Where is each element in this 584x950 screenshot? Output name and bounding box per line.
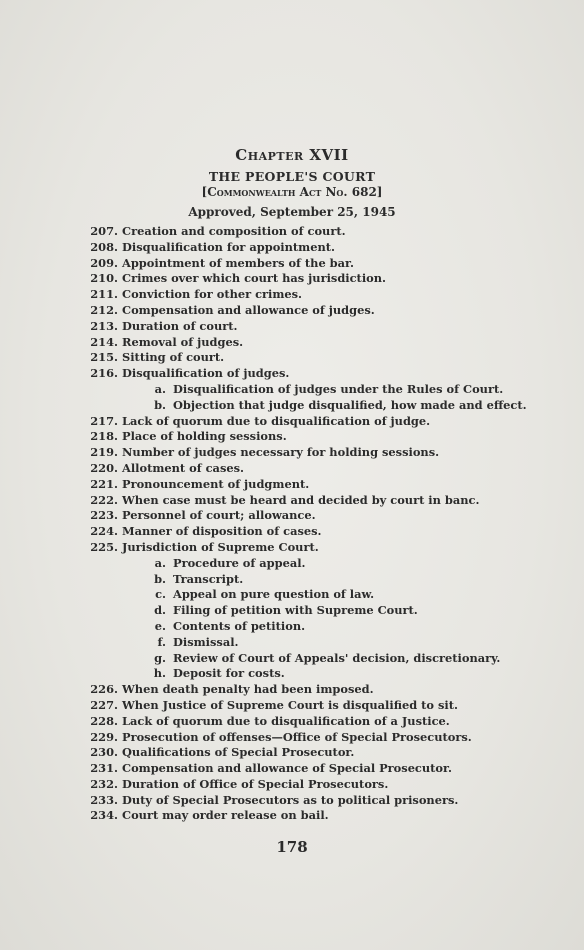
section-title: Disqualification of judges under the Rules of Court. [173, 381, 504, 396]
subsection-letter: a. [154, 381, 166, 396]
section-item [84, 477, 554, 493]
section-number: 224. [90, 524, 118, 539]
subsection-letter: a. [154, 555, 166, 570]
section-item [84, 745, 554, 761]
act-reference: [Commonwealth Act No. 682] [201, 185, 383, 199]
section-title: Conviction for other crimes. [122, 287, 303, 302]
section-title: When death penalty had been imposed. [122, 682, 374, 697]
section-title: Place of holding sessions. [122, 429, 287, 444]
section-list [84, 224, 554, 824]
section-title: Creation and composition of court. [122, 224, 346, 238]
section-number: 234. [90, 808, 118, 823]
section-item [84, 508, 554, 524]
section-number: 225. [90, 539, 118, 554]
chapter-title: THE PEOPLE'S COURT [208, 169, 376, 184]
section-number: 216. [90, 366, 118, 381]
section-item [84, 240, 554, 256]
section-item [84, 730, 554, 746]
section-item [84, 793, 554, 809]
section-item [84, 366, 554, 382]
section-title: Manner of disposition of cases. [122, 524, 322, 539]
subsection-letter: b. [154, 571, 166, 586]
section-title: Appeal on pure question of law. [173, 587, 375, 602]
section-item [84, 808, 554, 824]
section-title: Procedure of appeal. [173, 555, 306, 570]
subsection-letter: g. [154, 650, 166, 665]
section-item [84, 350, 554, 366]
section-item [84, 429, 554, 445]
section-title: Jurisdiction of Supreme Court. [122, 539, 319, 554]
section-number: 232. [90, 776, 118, 791]
section-item [84, 319, 554, 335]
section-title: Number of judges necessary for holding sessions. [122, 445, 440, 460]
section-title: When Justice of Supreme Court is disqualified to sit. [122, 697, 458, 712]
subsection-item [84, 572, 554, 588]
section-number: 230. [90, 745, 118, 760]
section-number: 208. [90, 239, 118, 254]
subsection-letter: d. [154, 603, 166, 618]
section-item [84, 256, 554, 272]
section-number: 228. [90, 713, 118, 728]
section-item [84, 303, 554, 319]
section-item [84, 461, 554, 477]
section-number: 219. [90, 445, 118, 460]
section-title: Sitting of court. [122, 350, 225, 365]
subsection-item [84, 398, 554, 414]
section-item [84, 777, 554, 793]
section-item [84, 335, 554, 351]
section-number: 223. [90, 508, 118, 523]
section-title: Disqualification for appointment. [122, 239, 335, 254]
section-number: 214. [90, 334, 118, 349]
subsection-letter: c. [155, 587, 166, 602]
section-title: Objection that judge disqualified, how made and effect. [173, 397, 527, 412]
section-title: Deposit for costs. [173, 666, 285, 681]
section-number: 212. [90, 302, 118, 317]
section-title: Lack of quorum due to disqualification of a Justice. [122, 713, 450, 728]
section-number: 210. [90, 271, 118, 286]
subsection-item [84, 587, 554, 603]
section-number: 215. [90, 350, 118, 365]
section-number: 209. [90, 255, 118, 270]
section-title: Personnel of court; allowance. [122, 508, 316, 523]
section-item [84, 761, 554, 777]
section-number: 207. [90, 224, 118, 238]
section-title: When case must be heard and decided by court in banc. [122, 492, 480, 507]
section-title: Crimes over which court has jurisdiction. [122, 271, 386, 286]
section-number: 221. [90, 476, 118, 491]
section-item [84, 524, 554, 540]
section-title: Allotment of cases. [122, 460, 244, 475]
section-title: Compensation and allowance of Special Prosecutor. [122, 761, 452, 776]
subsection-letter: e. [154, 618, 166, 633]
section-item [84, 287, 554, 303]
section-title: Disqualification of judges. [122, 366, 290, 381]
section-number: 227. [90, 697, 118, 712]
section-item [84, 493, 554, 509]
subsection-letter: f. [157, 634, 166, 649]
section-number: 218. [90, 429, 118, 444]
subsection-item [84, 619, 554, 635]
section-item [84, 698, 554, 714]
section-title: Dismissal. [173, 634, 239, 649]
subsection-item [84, 666, 554, 682]
section-title: Pronouncement of judgment. [122, 476, 310, 491]
section-title: Duration of Office of Special Prosecutors. [122, 776, 389, 791]
section-number: 231. [90, 761, 118, 776]
section-item [84, 682, 554, 698]
section-title: Contents of petition. [173, 618, 306, 633]
subsection-item [84, 603, 554, 619]
section-number: 233. [90, 792, 118, 807]
section-number: 220. [90, 460, 118, 475]
section-item [84, 224, 554, 240]
section-title: Lack of quorum due to disqualification of judge. [122, 413, 431, 428]
chapter-heading: Chapter XVII [235, 146, 349, 164]
section-item [84, 540, 554, 556]
subsection-letter: h. [153, 666, 166, 681]
section-title: Removal of judges. [122, 334, 244, 349]
section-title: Compensation and allowance of judges. [122, 302, 375, 317]
section-title: Court may order release on bail. [122, 808, 329, 823]
approval-date: Approved, September 25, 1945 [188, 205, 396, 219]
section-item [84, 271, 554, 287]
section-number: 213. [90, 318, 118, 333]
subsection-item [84, 382, 554, 398]
section-item [84, 714, 554, 730]
section-number: 226. [90, 682, 118, 697]
section-title: Prosecution of offenses—Office of Special Prosecutors. [122, 729, 472, 744]
section-number: 217. [90, 413, 118, 428]
subsection-item [84, 556, 554, 572]
section-title: Appointment of members of the bar. [122, 255, 354, 270]
section-title: Review of Court of Appeals' decision, discretionary. [173, 650, 501, 665]
section-item [84, 414, 554, 430]
subsection-item [84, 651, 554, 667]
section-number: 211. [90, 287, 118, 302]
section-number: 222. [90, 492, 118, 507]
subsection-item [84, 635, 554, 651]
section-title: Transcript. [173, 571, 244, 586]
section-title: Duration of court. [122, 318, 238, 333]
section-item [84, 445, 554, 461]
page-number: 178 [276, 838, 308, 856]
section-number: 229. [90, 729, 118, 744]
subsection-letter: b. [154, 397, 166, 412]
section-title: Filing of petition with Supreme Court. [173, 603, 418, 618]
section-title: Duty of Special Prosecutors as to political prisoners. [122, 792, 459, 807]
section-title: Qualifications of Special Prosecutor. [122, 745, 355, 760]
